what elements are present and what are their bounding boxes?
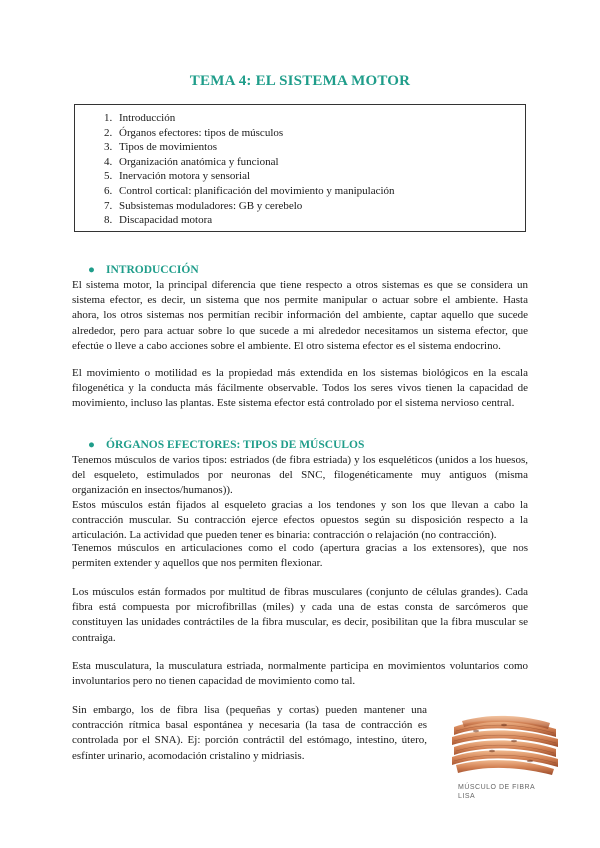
smooth-muscle-illustration: [452, 713, 558, 777]
paragraph: El movimiento o motilidad es la propiedad más extendida en los sistemas biológicos en la escala filogenética y la conducta más fácilmente observable. Todos los seres vivos tienen la capacidad de movimiento, incluso las plantas. Este sistema efector está controlado por el sistema nervioso central.: [72, 367, 528, 410]
toc-item: 5. Inervación motora y sensorial: [115, 169, 515, 184]
paragraph: Esta musculatura, la musculatura estriada, normalmente participa en movimientos voluntarios como involuntarios pero no tienen capacidad de movimiento como tal.: [72, 660, 528, 688]
paragraph: Tenemos músculos en articulaciones como el codo (apertura gracias a los extensores), que nos permiten extender y aquellos que nos permiten flexionar.: [72, 542, 528, 570]
toc-item: 6. Control cortical: planificación del movimiento y manipulación: [115, 184, 515, 199]
toc-list: [95, 111, 515, 228]
bullet-icon: ●: [88, 439, 95, 451]
toc-item: 3. Tipos de movimientos: [115, 140, 515, 155]
paragraph: Los músculos están formados por multitud de fibras musculares (conjunto de células grandes). Cada fibra está compuesta por microfibrillas (miles) y cada una de estas consta de sarcómeros que constituyen las unidades contráctiles de la fibra muscular, es decir, posibilitan que la fibra muscular se contraiga.: [72, 586, 528, 644]
paragraph: Tenemos músculos de varios tipos: estriados (de fibra estriada) y los esqueléticos (unidos a los huesos, del esqueleto, estimulados por neuronas del SNC, filogenéticamente muy antiguos (misma organización en insectos/humanos)).: [72, 454, 528, 497]
toc-item: 2. Órganos efectores: tipos de músculos: [115, 126, 515, 141]
figure-caption: MÚSCULO DE FIBRA LISA: [458, 784, 535, 800]
section-heading-organos: [88, 439, 364, 451]
paragraph: Estos músculos están fijados al esqueleto gracias a los tendones y son los que llevan a cabo la contracción muscular. Su contracción ejerce efectos opuestos según su disposición respecto a la articulación. La actividad que pueden tener es binaria: contracción o relajación (no contracción).: [72, 499, 528, 542]
section-heading-text: ÓRGANOS EFECTORES: TIPOS DE MÚSCULOS: [106, 439, 365, 451]
toc-item: 1. Introducción: [115, 111, 515, 126]
bullet-icon: ●: [88, 264, 95, 276]
table-of-contents: [74, 104, 526, 232]
section-heading-text: INTRODUCCIÓN: [106, 264, 199, 276]
paragraph: Sin embargo, los de fibra lisa (pequeñas y cortas) pueden mantener una contracción rítmica basal espontánea y necesaria (la tasa de contracción es controlada por el SNA). Ej: porción contráctil del estómago, intestino, útero, esfínter urinario, acomodación cristalino y midriasis.: [72, 704, 427, 762]
page-title: TEMA 4: EL SISTEMA MOTOR: [189, 73, 411, 89]
muscle-fibers: [452, 716, 558, 775]
section-heading-intro: [88, 264, 199, 276]
toc-item: 8. Discapacidad motora: [115, 213, 515, 228]
paragraph: El sistema motor, la principal diferencia que tiene respecto a otros sistemas es que se considera un sistema efector, es decir, un sistema que nos permite manipular o actuar sobre el ambiente. Hasta ahora, los otros sistemas nos permitían recibir información del ambiente, captar aquello que sucede alrededor, pero para actuar sobre lo que sucede a mi alrededor necesitamos un sistema efector, que efectúe o lleve a cabo acciones sobre el ambiente. El otro sistema efector es el sistema endocrino.: [72, 279, 528, 352]
toc-item: 4. Organización anatómica y funcional: [115, 155, 515, 170]
toc-item: 7. Subsistemas moduladores: GB y cerebelo: [115, 199, 515, 214]
